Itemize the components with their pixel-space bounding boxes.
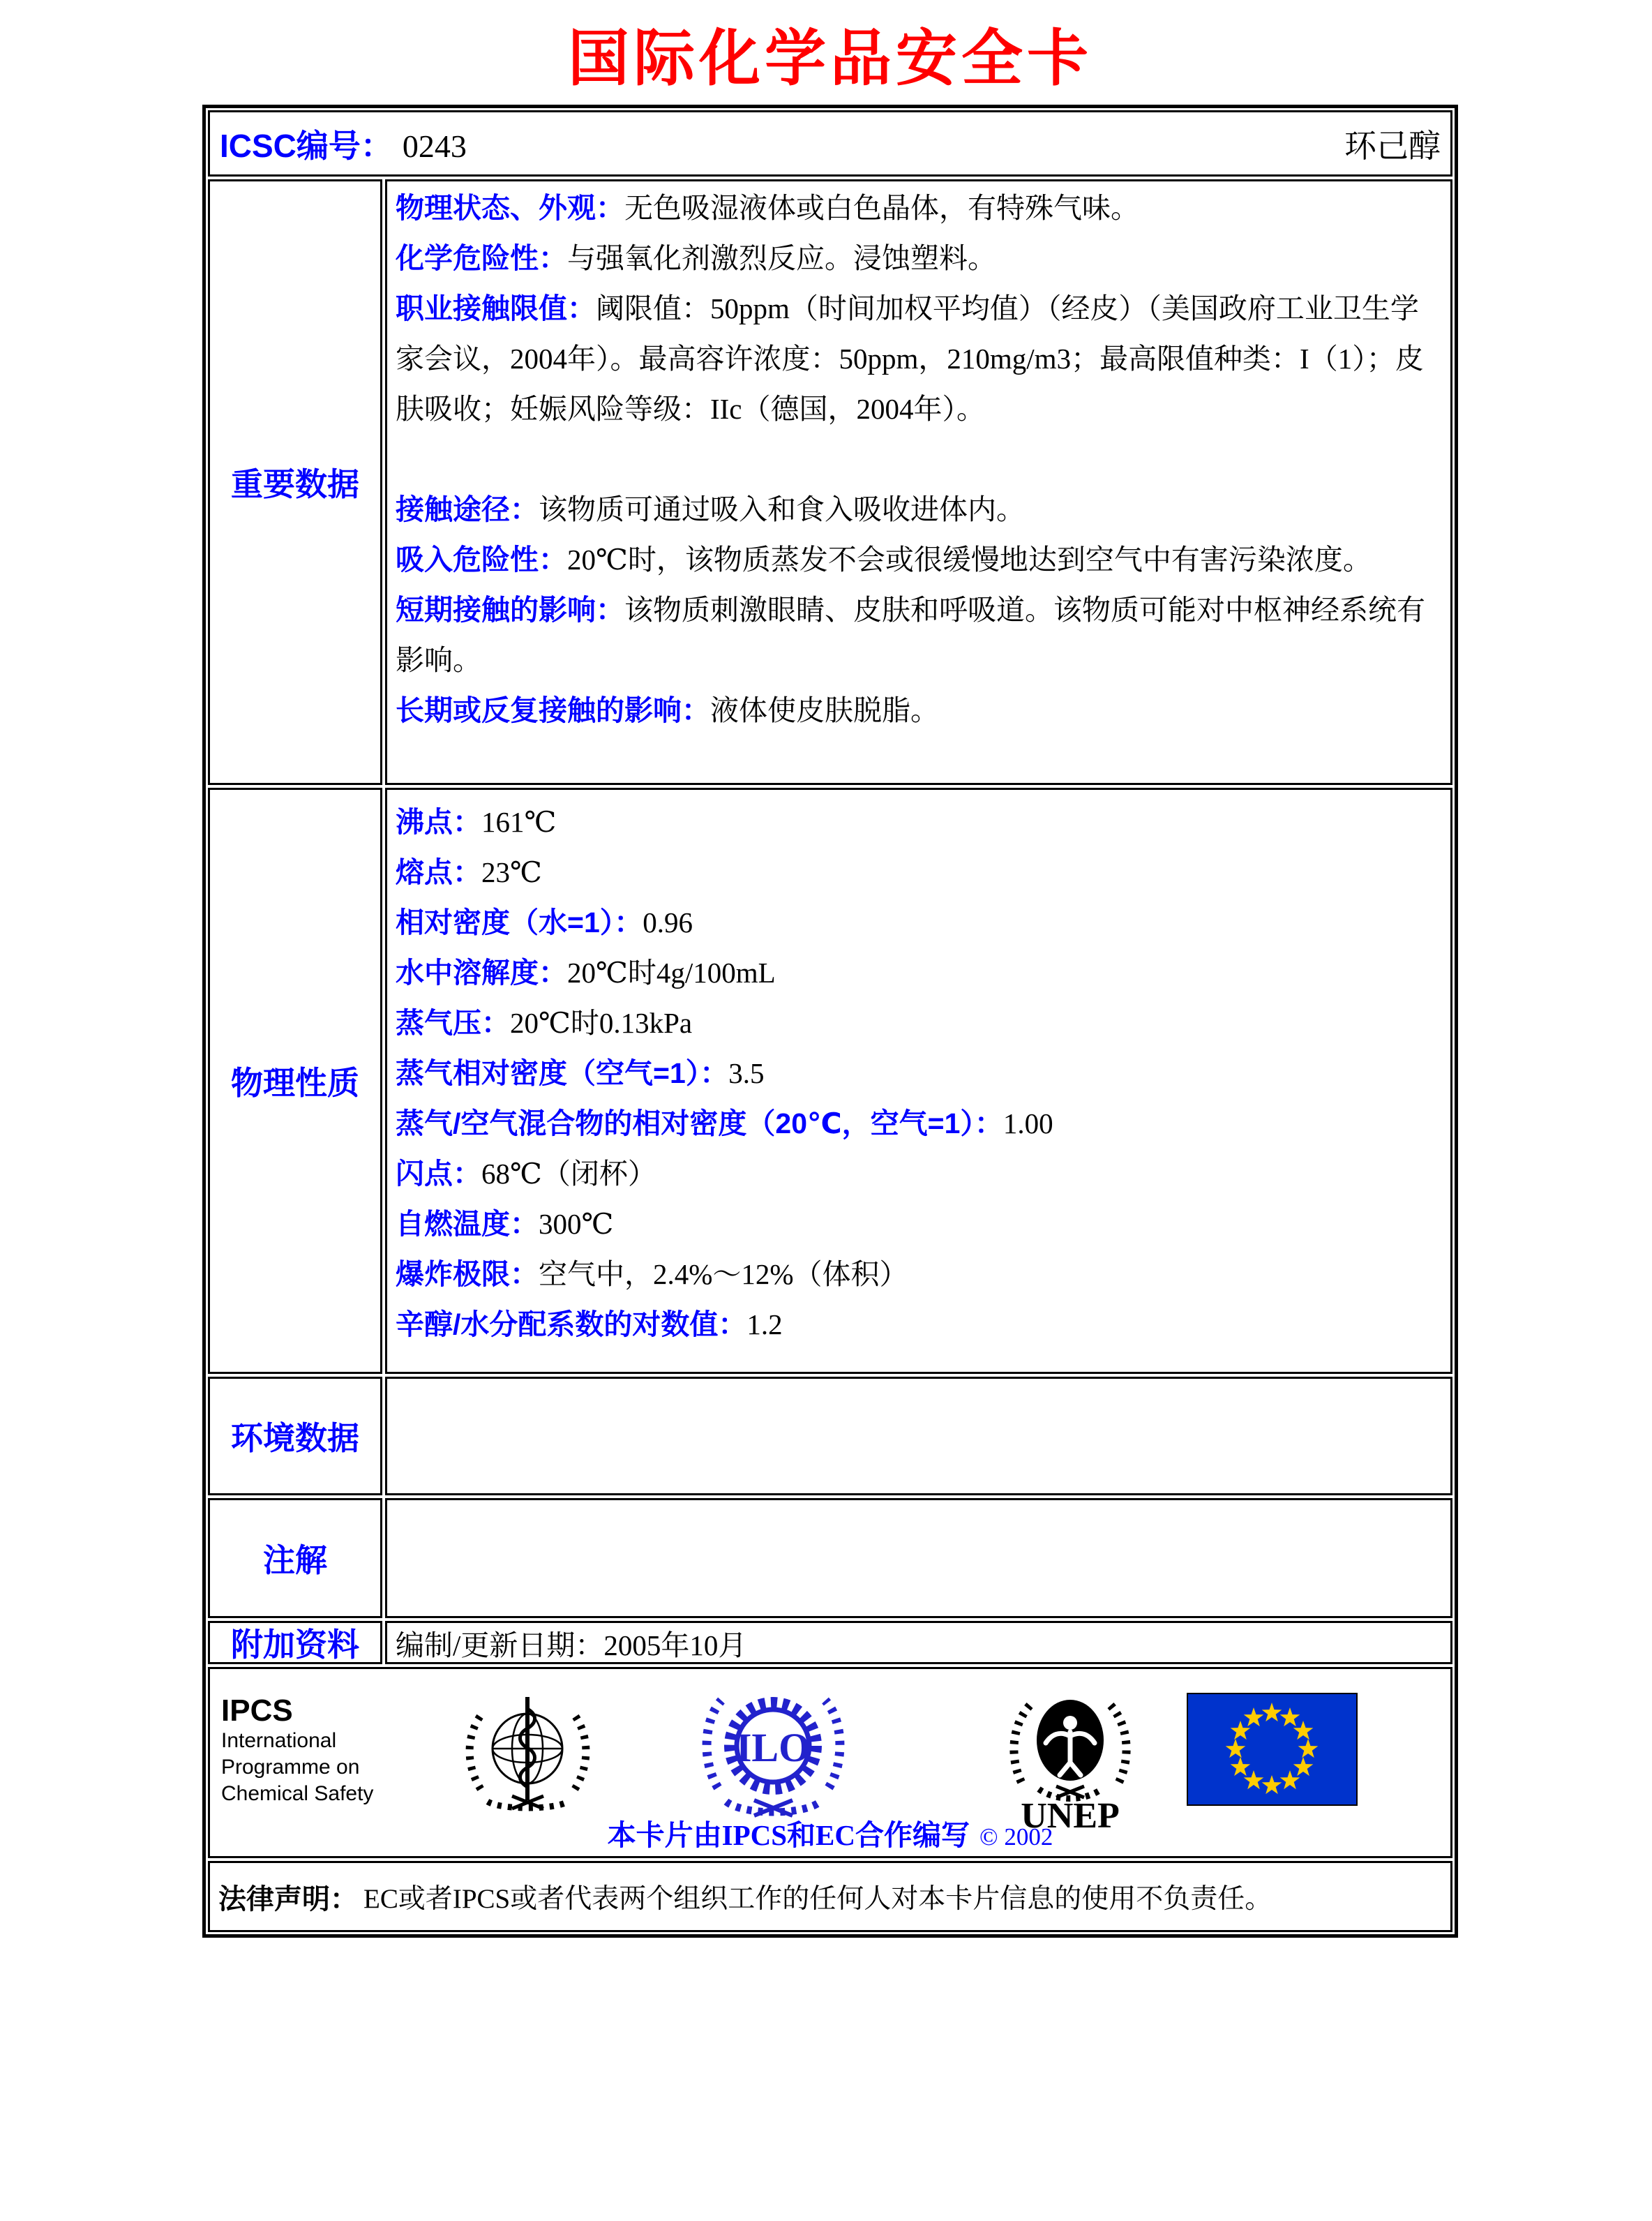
environmental-data-row — [208, 1377, 1452, 1495]
header-cell — [208, 110, 1452, 177]
ipcs-line: Programme on — [221, 1756, 360, 1779]
property-label: 蒸气压： — [396, 1007, 510, 1039]
update-date-label: 编制/更新日期： — [396, 1629, 604, 1661]
property-value: 161℃ — [481, 806, 557, 838]
property-value: 液体使皮肤脱脂。 — [710, 694, 939, 726]
page-title: 国际化学品安全卡 — [567, 24, 1092, 93]
property-value: 该物质可通过吸入和食入吸收进体内。 — [539, 493, 1025, 525]
legal-row — [208, 1861, 1452, 1932]
blank-line — [396, 434, 1442, 484]
property-label: 爆炸极限： — [396, 1258, 539, 1290]
eu-flag-icon — [1187, 1693, 1358, 1806]
property-label: 自燃温度： — [396, 1208, 539, 1240]
property-row — [396, 1048, 1442, 1098]
property-value: 68℃（闭杯） — [481, 1158, 656, 1190]
property-label: 水中溶解度： — [396, 957, 567, 989]
property-value: 无色吸湿液体或白色晶体，有特殊气味。 — [624, 192, 1139, 224]
property-value: 20℃时，该物质蒸发不会或很缓慢地达到空气中有害污染浓度。 — [567, 544, 1372, 576]
section-label-important-data: 重要数据 — [208, 179, 382, 785]
environmental-data-content — [385, 1377, 1452, 1495]
property-value: 0.96 — [643, 906, 693, 938]
property-row — [396, 1098, 1442, 1149]
property-row — [396, 233, 1442, 283]
update-date-value: 2005年10月 — [603, 1629, 747, 1661]
property-row — [396, 183, 1442, 233]
legal-text: EC或者IPCS或者代表两个组织工作的任何人对本卡片信息的使用不负责任。 — [363, 1884, 1272, 1914]
chemical-name: 环己醇 — [1344, 128, 1441, 164]
property-label: 蒸气相对密度（空气=1）： — [396, 1057, 729, 1089]
property-label: 物理状态、外观： — [396, 192, 624, 224]
property-row — [396, 685, 1442, 735]
property-value: 阈限值：50ppm（时间加权平均值）（经皮）（美国政府工业卫生学家会议，2004年）。最高容许浓度：50ppm，210mg/m3；最高限值种类：I（1）；皮肤吸收；妊娠风险等级：IIc（德国，2004年）。 — [396, 292, 1424, 425]
section-label-physical-properties: 物理性质 — [208, 788, 382, 1374]
property-value: 300℃ — [539, 1208, 614, 1240]
icsc-number-label: ICSC编号： — [220, 127, 393, 164]
property-label: 长期或反复接触的影响： — [396, 694, 710, 726]
property-label: 辛醇/水分配系数的对数值： — [396, 1308, 747, 1340]
header-row — [208, 110, 1452, 177]
additional-info-content — [385, 1621, 1452, 1664]
property-row — [396, 797, 1442, 847]
property-row — [396, 1149, 1442, 1199]
unep-logo-text: UNEP — [1021, 1796, 1120, 1834]
icsc-number-value: 0243 — [402, 128, 467, 164]
cooperation-text: 本卡片由IPCS和EC合作编写 — [607, 1819, 970, 1851]
icsc-number-group — [220, 121, 467, 167]
ipcs-line: Chemical Safety — [221, 1782, 374, 1805]
ipcs-line: International — [221, 1729, 337, 1752]
section-label-notes: 注解 — [208, 1498, 382, 1618]
physical-properties-content — [385, 788, 1452, 1374]
property-row — [396, 847, 1442, 897]
property-row — [396, 1249, 1442, 1299]
legal-cell — [208, 1861, 1452, 1932]
important-data-content — [385, 179, 1452, 785]
who-logo-icon — [460, 1684, 596, 1824]
important-data-row — [208, 179, 1452, 785]
property-value: 1.00 — [1003, 1107, 1053, 1139]
additional-info-row — [208, 1621, 1452, 1664]
property-label: 化学危险性： — [396, 242, 567, 274]
property-label: 短期接触的影响： — [396, 594, 624, 626]
property-value: 与强氧化剂激烈反应。浸蚀塑料。 — [567, 242, 996, 274]
icsc-card-table — [202, 105, 1458, 1938]
property-label: 接触途径： — [396, 493, 539, 525]
property-row — [396, 948, 1442, 998]
property-label: 职业接触限值： — [396, 292, 596, 324]
property-row — [396, 1199, 1442, 1249]
ipcs-text-block — [221, 1694, 373, 1807]
notes-row — [208, 1498, 1452, 1618]
property-value: 20℃时0.13kPa — [510, 1007, 693, 1039]
footer-cell — [208, 1667, 1452, 1858]
property-row — [396, 534, 1442, 585]
property-row — [396, 283, 1442, 434]
section-label-additional-info: 附加资料 — [208, 1621, 382, 1664]
footer-caption — [210, 1812, 1450, 1853]
legal-label: 法律声明： — [218, 1883, 358, 1915]
property-value: 1.2 — [746, 1308, 783, 1340]
notes-content — [385, 1498, 1452, 1618]
property-label: 熔点： — [396, 856, 481, 888]
ipcs-title: IPCS — [221, 1693, 293, 1728]
ilo-logo-text: ILO — [735, 1725, 811, 1770]
property-label: 相对密度（水=1）： — [396, 906, 643, 938]
property-row — [396, 998, 1442, 1048]
property-value: 空气中，2.4%～12%（体积） — [539, 1258, 908, 1290]
property-row — [396, 484, 1442, 534]
ilo-logo-icon — [698, 1676, 848, 1833]
property-value: 3.5 — [728, 1057, 765, 1089]
property-label: 蒸气/空气混合物的相对密度（20℃，空气=1）： — [396, 1107, 1003, 1139]
property-row — [396, 585, 1442, 685]
property-row — [396, 897, 1442, 948]
property-row — [396, 1299, 1442, 1349]
property-label: 沸点： — [396, 806, 481, 838]
property-value: 20℃时4g/100mL — [567, 957, 776, 989]
property-label: 吸入危险性： — [396, 544, 567, 576]
property-value: 23℃ — [481, 856, 542, 888]
footer-row — [208, 1667, 1452, 1858]
copyright-text: © 2002 — [979, 1823, 1053, 1850]
section-label-environmental-data: 环境数据 — [208, 1377, 382, 1495]
property-label: 闪点： — [396, 1158, 481, 1190]
property-value: 该物质刺激眼睛、皮肤和呼吸道。该物质可能对中枢神经系统有影响。 — [396, 594, 1425, 676]
physical-properties-row — [208, 788, 1452, 1374]
